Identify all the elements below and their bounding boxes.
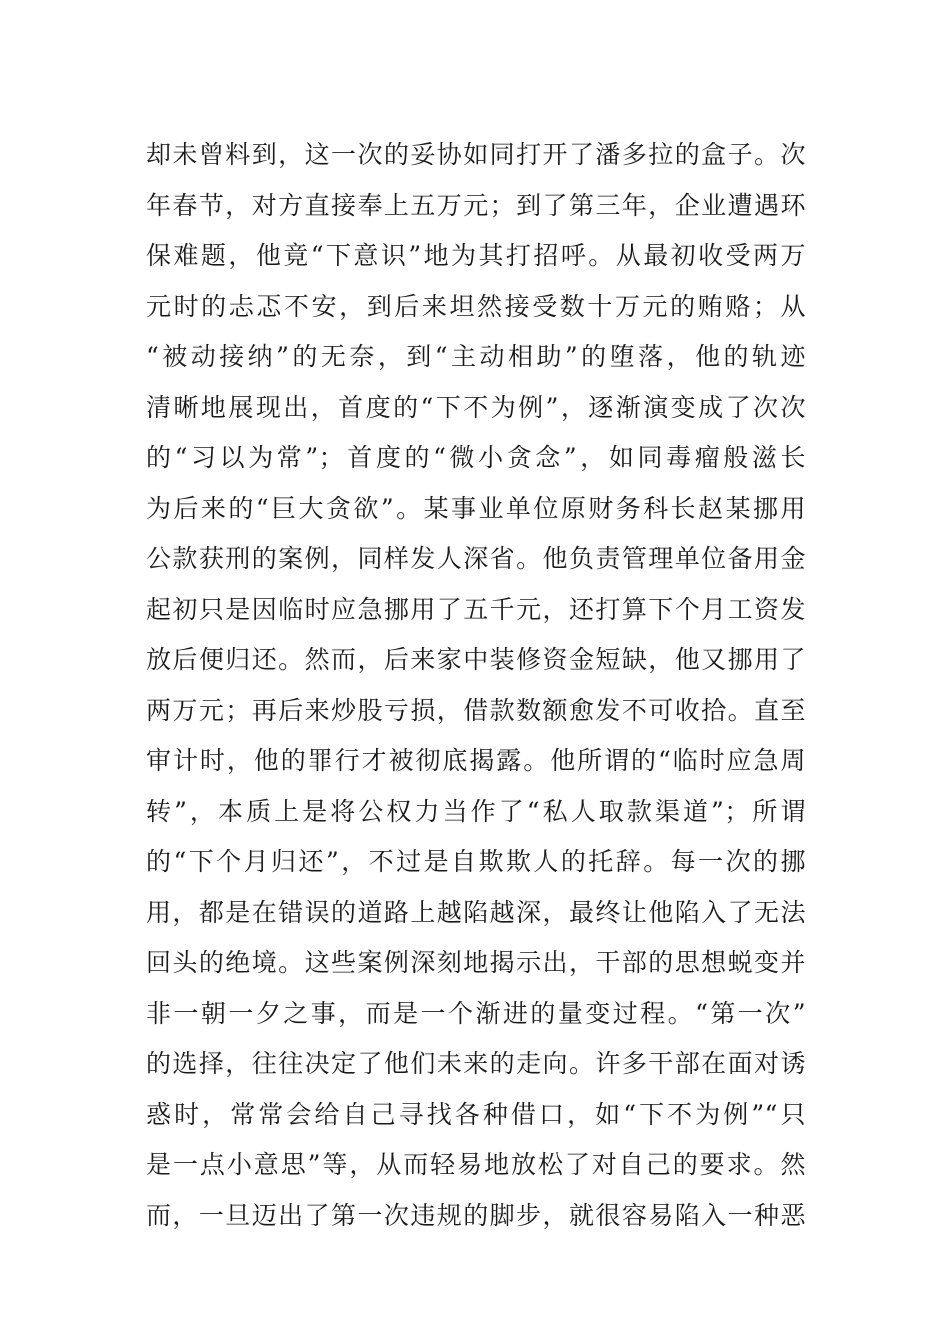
text-line: 的“习以为常”；首度的“微小贪念”，如同毒瘤般滋长 — [146, 443, 806, 472]
text-line: 保难题，他竟“下意识”地为其打招呼。从最初收受两万 — [146, 241, 806, 270]
text-line: 起初只是因临时应急挪用了五千元，还打算下个月工资发 — [146, 594, 806, 624]
text-line: 转”，本质上是将公权力当作了“私人取款渠道”；所谓 — [146, 796, 806, 826]
text-line: 惑时，常常会给自己寻找各种借口，如“下不为例”“只 — [146, 1099, 806, 1129]
text-line: 公款获刑的案例，同样发人深省。他负责管理单位备用金 — [146, 544, 806, 573]
text-line: 年春节，对方直接奉上五万元；到了第三年，企业遭遇环 — [146, 190, 806, 220]
text-line: 却未曾料到，这一次的妥协如同打开了潘多拉的盒子。次 — [146, 140, 806, 169]
text-line: 审计时，他的罪行才被彻底揭露。他所谓的“临时应急周 — [146, 746, 806, 775]
text-line: 的选择，往往决定了他们未来的走向。许多干部在面对诱 — [146, 1049, 806, 1078]
text-line: 而，一旦迈出了第一次违规的脚步，就很容易陷入一种恶 — [146, 1200, 806, 1230]
text-line: 非一朝一夕之事，而是一个渐进的量变过程。“第一次” — [146, 998, 806, 1028]
text-line: 两万元；再后来炒股亏损，借款数额愈发不可收拾。直至 — [146, 695, 806, 725]
text-line: 回头的绝境。这些案例深刻地揭示出，干部的思想蜕变并 — [146, 948, 806, 977]
text-line: 放后便归还。然而，后来家中装修资金短缺，他又挪用了 — [146, 645, 806, 674]
text-line: 清晰地展现出，首度的“下不为例”，逐渐演变成了次次 — [146, 392, 806, 422]
text-line: 元时的忐忑不安，到后来坦然接受数十万元的贿赂；从 — [146, 291, 806, 321]
text-line: “被动接纳”的无奈，到“主动相助”的堕落，他的轨迹 — [146, 342, 806, 371]
text-line: 是一点小意思”等，从而轻易地放松了对自己的要求。然 — [146, 1150, 806, 1179]
text-line: 为后来的“巨大贪欲”。某事业单位原财务科长赵某挪用 — [146, 493, 806, 523]
text-line: 的“下个月归还”，不过是自欺欺人的托辞。每一次的挪 — [146, 847, 806, 876]
text-line: 用，都是在错误的道路上越陷越深，最终让他陷入了无法 — [146, 897, 806, 927]
body-paragraph — [146, 130, 806, 1241]
